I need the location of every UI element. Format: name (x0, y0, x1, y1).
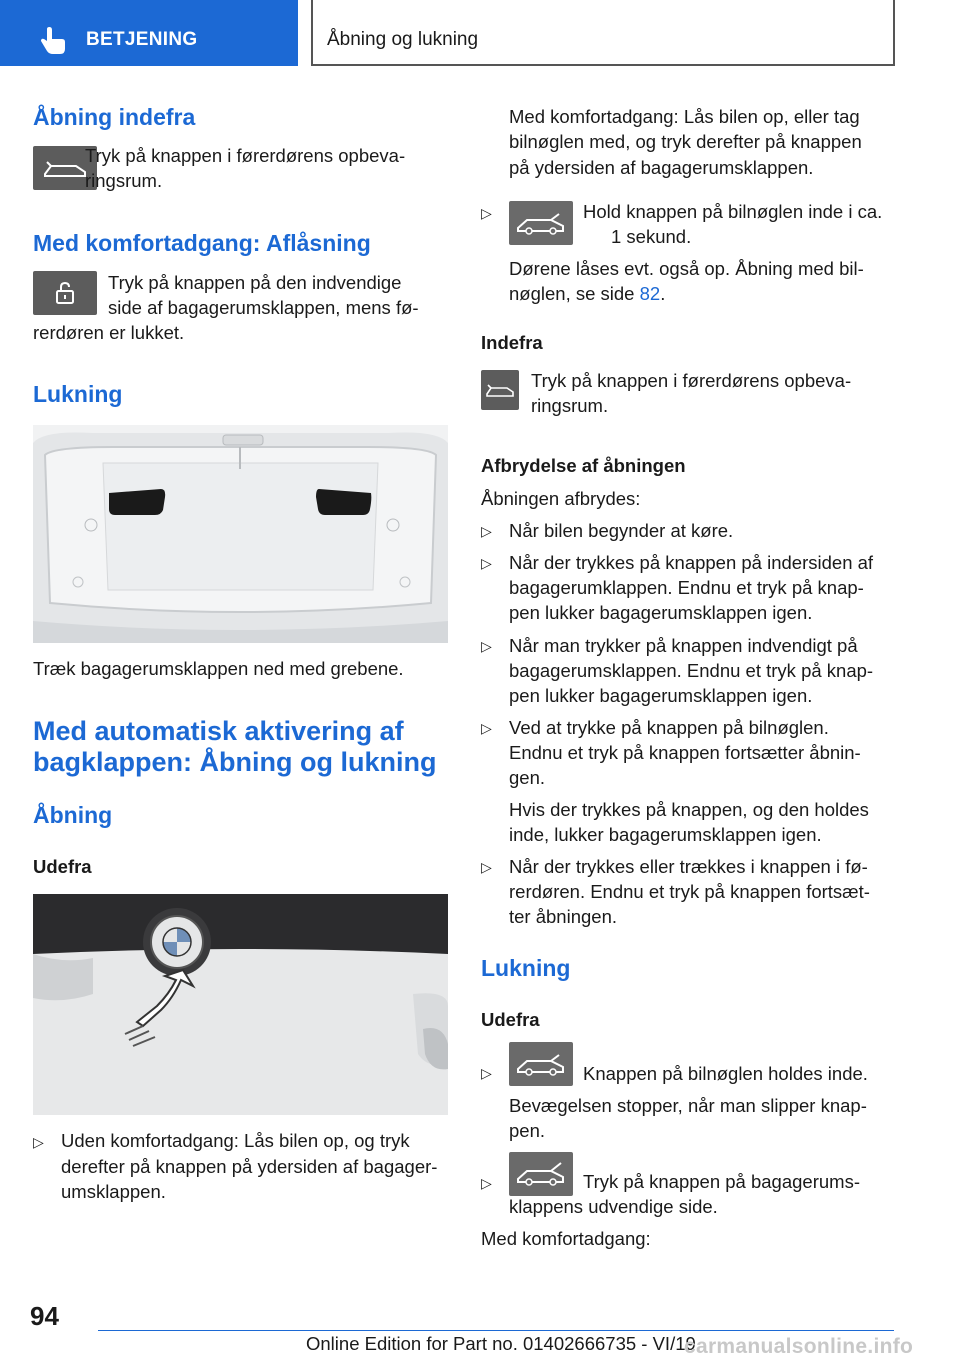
heading-auto-2: bagklappen: Åbning og lukning (33, 747, 437, 777)
chapter-box (311, 0, 895, 66)
r-comfort-text-2: bilnøglen med, og tryk derefter på knappen (509, 131, 862, 152)
bullet-arrow-icon: ▷ (33, 1134, 44, 1150)
comfort-text-2: side af bagagerumsklappen, mens fø- (108, 297, 419, 318)
interrupt-bullet-4-4: Hvis der trykkes på knappen, og den holdes (509, 799, 869, 820)
bullet-arrow-icon: ▷ (481, 1175, 492, 1191)
bullet-arrow-icon: ▷ (481, 720, 492, 736)
watermark: carmanualsonline.info (684, 1335, 914, 1358)
bullet1-text-2: derefter på knappen på ydersiden af bagager- (61, 1156, 438, 1177)
interrupt-bullet-5-2: rerdøren. Endnu et tryk på knappen fortsæt- (509, 881, 870, 902)
trunk-lid-interior-image (33, 425, 448, 643)
heading-interrupt: Afbrydelse af åbningen (481, 455, 686, 476)
bullet-arrow-icon: ▷ (481, 555, 492, 571)
car-trunk-open-icon (509, 1152, 573, 1196)
close-bullet-1-1: Knappen på bilnøglen holdes inde. (583, 1063, 868, 1084)
heading-opening-inside: Åbning indefra (33, 104, 196, 130)
interrupt-bullet-5-3: ter åbningen. (509, 906, 618, 927)
interrupt-bullet-4-5: inde, lukker bagagerumsklappen igen. (509, 824, 822, 845)
r-comfort-text-3: på ydersiden af bagagerumsklappen. (509, 157, 814, 178)
close-bullet-1-2: Bevægelsen stopper, når man slipper knap- (509, 1095, 867, 1116)
hold-text-2: 1 sekund. (611, 226, 692, 247)
heading-auto-1: Med automatisk aktivering af (33, 716, 404, 746)
interrupt-bullet-1: Når bilen begynder at køre. (509, 520, 734, 541)
r-heading-closing: Lukning (481, 955, 571, 981)
r-inside-text-2: ringsrum. (531, 395, 609, 416)
bullet1-text-3: umsklappen. (61, 1181, 166, 1202)
comfort-text-3: rerdøren er lukket. (33, 322, 185, 343)
comfort-text-1: Tryk på knappen på den indvendige (108, 272, 402, 293)
interrupt-intro: Åbningen afbrydes: (481, 488, 641, 509)
edition-text: Online Edition for Part no. 01402666735 - VI/19 (306, 1333, 696, 1354)
inside-text-1: Tryk på knappen i førerdørens opbeva- (85, 145, 406, 166)
close-bullet-2-1: Tryk på knappen på bagagerums- (583, 1171, 860, 1192)
r-inside-text-1: Tryk på knappen i førerdørens opbeva- (531, 370, 852, 391)
trunk-button-icon (481, 370, 519, 410)
interrupt-bullet-4-1: Ved at trykke på knappen på bilnøglen. (509, 717, 829, 738)
bullet-arrow-icon: ▷ (481, 859, 492, 875)
bullet-arrow-icon: ▷ (481, 523, 492, 539)
doors-text-2: nøglen, se side 82. (509, 283, 666, 304)
inside-text-2: ringsrum. (85, 170, 163, 191)
hold-text-1: Hold knappen på bilnøglen inde i ca. (583, 201, 883, 222)
section-title: BETJENING (86, 29, 198, 50)
interrupt-bullet-2-3: pen lukker bagagerumsklappen igen. (509, 602, 813, 623)
r-heading-inside: Indefra (481, 332, 543, 353)
interrupt-bullet-3-1: Når man trykker på knappen indvendigt på (509, 635, 858, 656)
trunk-exterior-image (33, 894, 448, 1115)
r-comfort-text-1: Med komfortadgang: Lås bilen op, eller tag (509, 106, 860, 127)
heading-opening: Åbning (33, 802, 113, 828)
doors-text-1: Dørene låses evt. også op. Åbning med bil- (509, 258, 864, 279)
footer-rule (98, 1330, 894, 1331)
closing-caption: Træk bagagerumsklappen ned med grebene. (33, 658, 404, 679)
interrupt-bullet-4-2: Endnu et tryk på knappen fortsætter åbnin- (509, 742, 861, 763)
bullet-arrow-icon: ▷ (481, 205, 492, 221)
interrupt-bullet-4-3: gen. (509, 767, 546, 788)
bullet-arrow-icon: ▷ (481, 638, 492, 654)
interrupt-bullet-5-1: Når der trykkes eller trækkes i knappen i fø- (509, 856, 868, 877)
hand-pointer-icon (38, 27, 68, 55)
close-bullet-1-3: pen. (509, 1120, 546, 1141)
heading-outside: Udefra (33, 856, 92, 877)
r-heading-outside: Udefra (481, 1009, 540, 1030)
page-number: 94 (30, 1301, 59, 1331)
interrupt-bullet-3-3: pen lukker bagagerumsklappen igen. (509, 685, 813, 706)
car-key-trunk-icon (509, 201, 573, 245)
comfort-tail: Med komfortadgang: (481, 1228, 651, 1249)
chapter-title: Åbning og lukning (327, 29, 479, 50)
car-key-trunk-icon (509, 1042, 573, 1086)
unlock-button-icon (33, 271, 97, 315)
heading-comfort-unlock: Med komfortadgang: Aflåsning (33, 230, 371, 256)
bullet1-text-1: Uden komfortadgang: Lås bilen op, og tryk (61, 1130, 410, 1151)
interrupt-bullet-3-2: bagagerumsklappen. Endnu et tryk på knap- (509, 660, 874, 681)
bullet-arrow-icon: ▷ (481, 1065, 492, 1081)
close-bullet-2-2: klappens udvendige side. (509, 1196, 718, 1217)
interrupt-bullet-2-2: bagagerumklappen. Endnu et tryk på knap- (509, 577, 864, 598)
page-link-82[interactable]: 82 (639, 283, 661, 304)
section-tab (0, 0, 298, 66)
heading-closing: Lukning (33, 381, 123, 407)
interrupt-bullet-2-1: Når der trykkes på knappen på indersiden af (509, 552, 874, 573)
